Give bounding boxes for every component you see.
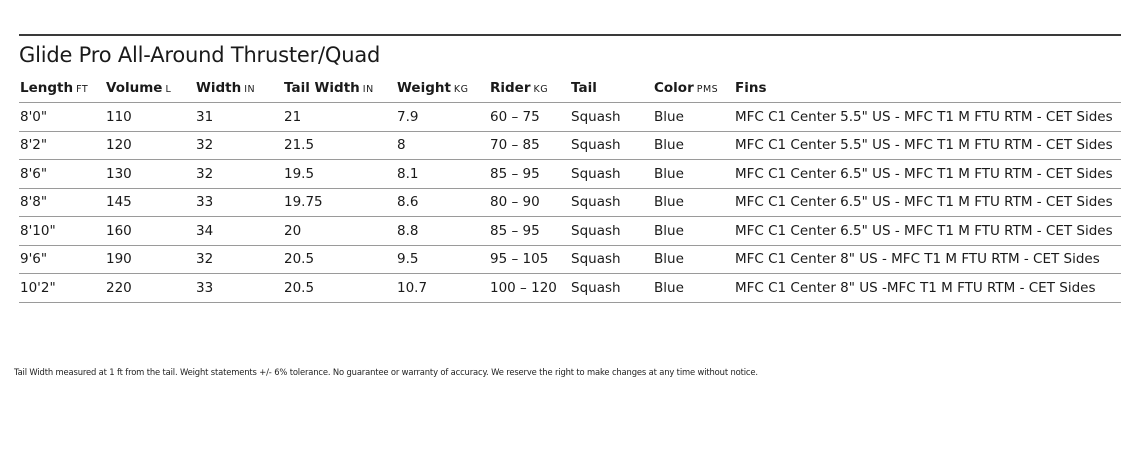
column-label: Rider bbox=[490, 80, 531, 96]
table-row bbox=[19, 217, 1121, 246]
cell-tail-width: 20.5 bbox=[283, 245, 396, 274]
column-unit: L bbox=[165, 84, 172, 95]
table-row bbox=[19, 131, 1121, 160]
cell-weight: 8.1 bbox=[396, 160, 489, 189]
column-header-length bbox=[19, 74, 105, 103]
cell-weight: 9.5 bbox=[396, 245, 489, 274]
cell-width: 32 bbox=[195, 160, 283, 189]
table-row bbox=[19, 245, 1121, 274]
cell-rider: 85 – 95 bbox=[489, 217, 570, 246]
cell-width: 32 bbox=[195, 131, 283, 160]
column-unit: FT bbox=[76, 84, 89, 95]
cell-weight: 8.6 bbox=[396, 188, 489, 217]
column-label: Weight bbox=[397, 80, 451, 96]
cell-length: 8'6" bbox=[19, 160, 105, 189]
cell-weight: 10.7 bbox=[396, 274, 489, 303]
table-row bbox=[19, 188, 1121, 217]
column-header-rider bbox=[489, 74, 570, 103]
cell-volume: 110 bbox=[105, 103, 195, 132]
cell-rider: 85 – 95 bbox=[489, 160, 570, 189]
column-unit: PMS bbox=[696, 84, 719, 95]
cell-weight: 8 bbox=[396, 131, 489, 160]
column-label: Color bbox=[654, 80, 694, 96]
cell-tail-width: 21.5 bbox=[283, 131, 396, 160]
cell-rider: 100 – 120 bbox=[489, 274, 570, 303]
cell-tail: Squash bbox=[570, 274, 653, 303]
top-divider bbox=[19, 34, 1121, 36]
cell-color: Blue bbox=[653, 103, 734, 132]
column-header-weight bbox=[396, 74, 489, 103]
cell-width: 33 bbox=[195, 188, 283, 217]
cell-rider: 60 – 75 bbox=[489, 103, 570, 132]
column-unit: IN bbox=[362, 84, 374, 95]
cell-color: Blue bbox=[653, 217, 734, 246]
column-header-color bbox=[653, 74, 734, 103]
cell-volume: 160 bbox=[105, 217, 195, 246]
cell-volume: 145 bbox=[105, 188, 195, 217]
cell-tail-width: 21 bbox=[283, 103, 396, 132]
cell-fins: MFC C1 Center 6.5" US - MFC T1 M FTU RTM - CET Sides bbox=[734, 160, 1121, 189]
cell-length: 8'2" bbox=[19, 131, 105, 160]
page-title: Glide Pro All-Around Thruster/Quad bbox=[19, 43, 381, 67]
cell-fins: MFC C1 Center 6.5" US - MFC T1 M FTU RTM - CET Sides bbox=[734, 188, 1121, 217]
cell-fins: MFC C1 Center 8" US - MFC T1 M FTU RTM - CET Sides bbox=[734, 245, 1121, 274]
spec-table bbox=[19, 74, 1121, 303]
table-header-row bbox=[19, 74, 1121, 103]
cell-tail: Squash bbox=[570, 217, 653, 246]
column-unit: KG bbox=[533, 84, 549, 95]
cell-weight: 8.8 bbox=[396, 217, 489, 246]
column-header-fins bbox=[734, 74, 1121, 103]
table-row bbox=[19, 274, 1121, 303]
table-row bbox=[19, 160, 1121, 189]
cell-tail-width: 19.75 bbox=[283, 188, 396, 217]
cell-length: 9'6" bbox=[19, 245, 105, 274]
cell-tail-width: 20 bbox=[283, 217, 396, 246]
cell-tail: Squash bbox=[570, 131, 653, 160]
column-label: Volume bbox=[106, 80, 163, 96]
cell-width: 31 bbox=[195, 103, 283, 132]
cell-color: Blue bbox=[653, 245, 734, 274]
cell-volume: 190 bbox=[105, 245, 195, 274]
cell-width: 33 bbox=[195, 274, 283, 303]
cell-color: Blue bbox=[653, 131, 734, 160]
cell-color: Blue bbox=[653, 274, 734, 303]
column-label: Tail Width bbox=[284, 80, 360, 96]
cell-tail: Squash bbox=[570, 160, 653, 189]
column-label: Tail bbox=[571, 80, 597, 96]
cell-tail-width: 19.5 bbox=[283, 160, 396, 189]
table-row bbox=[19, 103, 1121, 132]
cell-weight: 7.9 bbox=[396, 103, 489, 132]
cell-fins: MFC C1 Center 5.5" US - MFC T1 M FTU RTM - CET Sides bbox=[734, 103, 1121, 132]
cell-tail: Squash bbox=[570, 188, 653, 217]
cell-fins: MFC C1 Center 5.5" US - MFC T1 M FTU RTM - CET Sides bbox=[734, 131, 1121, 160]
cell-rider: 80 – 90 bbox=[489, 188, 570, 217]
column-label: Width bbox=[196, 80, 242, 96]
column-unit: KG bbox=[453, 84, 469, 95]
cell-length: 8'10" bbox=[19, 217, 105, 246]
cell-tail: Squash bbox=[570, 103, 653, 132]
cell-tail: Squash bbox=[570, 245, 653, 274]
cell-color: Blue bbox=[653, 160, 734, 189]
cell-color: Blue bbox=[653, 188, 734, 217]
column-header-volume bbox=[105, 74, 195, 103]
cell-rider: 70 – 85 bbox=[489, 131, 570, 160]
cell-width: 32 bbox=[195, 245, 283, 274]
column-header-tail-width bbox=[283, 74, 396, 103]
cell-fins: MFC C1 Center 6.5" US - MFC T1 M FTU RTM - CET Sides bbox=[734, 217, 1121, 246]
cell-width: 34 bbox=[195, 217, 283, 246]
column-header-tail bbox=[570, 74, 653, 103]
cell-tail-width: 20.5 bbox=[283, 274, 396, 303]
column-unit: IN bbox=[244, 84, 256, 95]
cell-length: 8'0" bbox=[19, 103, 105, 132]
column-label: Length bbox=[20, 80, 74, 96]
cell-fins: MFC C1 Center 8" US -MFC T1 M FTU RTM - CET Sides bbox=[734, 274, 1121, 303]
cell-length: 8'8" bbox=[19, 188, 105, 217]
cell-volume: 130 bbox=[105, 160, 195, 189]
disclaimer-footnote: Tail Width measured at 1 ft from the tail. Weight statements +/- 6% tolerance. No guarantee or warranty of accuracy. We reserve the right to make changes at any time without notice. bbox=[14, 367, 758, 377]
cell-rider: 95 – 105 bbox=[489, 245, 570, 274]
column-label: Fins bbox=[735, 80, 767, 96]
cell-volume: 220 bbox=[105, 274, 195, 303]
column-header-width bbox=[195, 74, 283, 103]
cell-length: 10'2" bbox=[19, 274, 105, 303]
cell-volume: 120 bbox=[105, 131, 195, 160]
